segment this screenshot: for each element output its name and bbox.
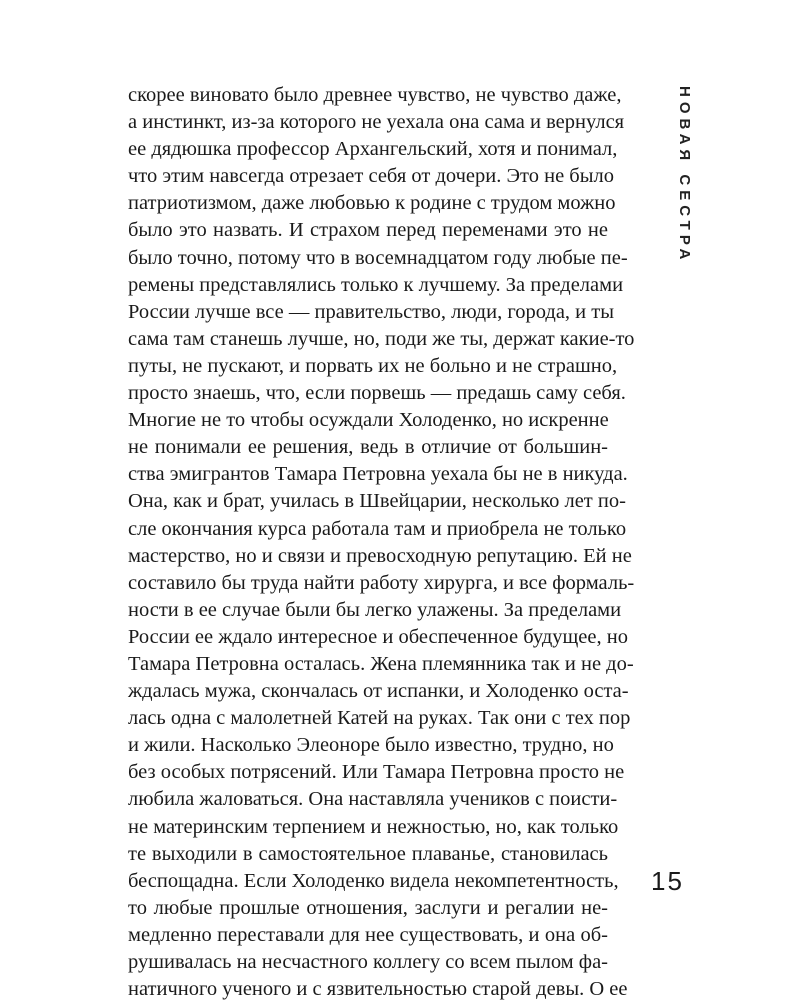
text-line: патриотизмом, даже любовью к родине с трудом можно [128,192,616,215]
text-line: скорее виновато было древнее чувство, не чувство даже, [128,84,622,106]
text-line: ее дядюшка профессор Архангельский, хотя и понимал, [128,138,618,161]
text-line: те выходили в самостоятельное плаванье, становилась [128,842,608,865]
text-line: беспощадна. Если Холоденко видела некомпетентность, [128,869,619,892]
text-line: ства эмигрантов Тамара Петровна уехала бы не в никуда. [128,463,628,486]
text-line: Она, как и брат, училась в Швейцарии, несколько лет по- [128,490,626,513]
text-line: рушивалась на несчастного коллегу со всем пылом фа- [128,951,608,973]
text-line: было это назвать. И страхом перед переменами это не [128,219,608,242]
text-line: что этим навсегда отрезает себя от дочери. Это не было [128,165,614,188]
text-line: было точно, потому что в восемнадцатом году любые пе- [128,246,628,269]
text-line: России ее ждало интересное и обеспеченное будущее, но [128,625,628,648]
text-line: Тамара Петровна осталась. Жена племянника так и не до- [128,652,634,675]
text-line: ремены представлялись только к лучшему. За пределами [128,273,624,296]
text-line: мастерство, но и связи и превосходную репутацию. Ей не [128,544,632,567]
text-line: составило бы труда найти работу хирурга, и все формаль- [128,571,635,594]
text-line: Многие не то чтобы осуждали Холоденко, но искренне [128,409,609,432]
body-text [128,82,635,1003]
running-head: НОВАЯ СЕСТРА [676,86,693,265]
text-line: сле окончания курса работала там и приобрела не только [128,517,627,540]
text-line: то любые прошлые отношения, заслуги и регалии не- [128,896,608,919]
text-line: путы, не пускают, и порвать их не больно и не страшно, [128,354,618,377]
text-line: и жили. Насколько Элеоноре было известно, трудно, но [128,734,614,757]
text-line: без особых потрясений. Или Тамара Петровна просто не [128,761,625,784]
text-line: просто знаешь, что, если порвешь — предашь саму себя. [128,382,626,405]
text-line: ждалась мужа, скончалась от испанки, и Холоденко оста- [128,680,629,703]
text-line: любила жаловаться. Она наставляла учеников с поисти- [128,788,618,811]
text-line: натичного ученого и с язвительностью старой девы. О ее [128,978,628,1001]
text-line: лась одна с малолетней Катей на руках. Так они с тех пор [128,707,631,730]
text-line: не понимали ее решения, ведь в отличие от большин- [128,436,608,459]
text-line: сама там станешь лучше, но, поди же ты, держат какие-то [128,327,635,350]
page-number: 15 [651,866,684,896]
text-line: ности в ее случае были бы легко улажены. За пределами [128,598,622,621]
text-line: медленно переставали для нее существовать, и она об- [128,923,608,946]
text-line: не материнским терпением и нежностью, но, как только [128,815,619,838]
text-line: России лучше все — правительство, люди, города, и ты [128,300,614,323]
text-line: а инстинкт, из-за которого не уехала она сама и вернулся [128,111,625,134]
